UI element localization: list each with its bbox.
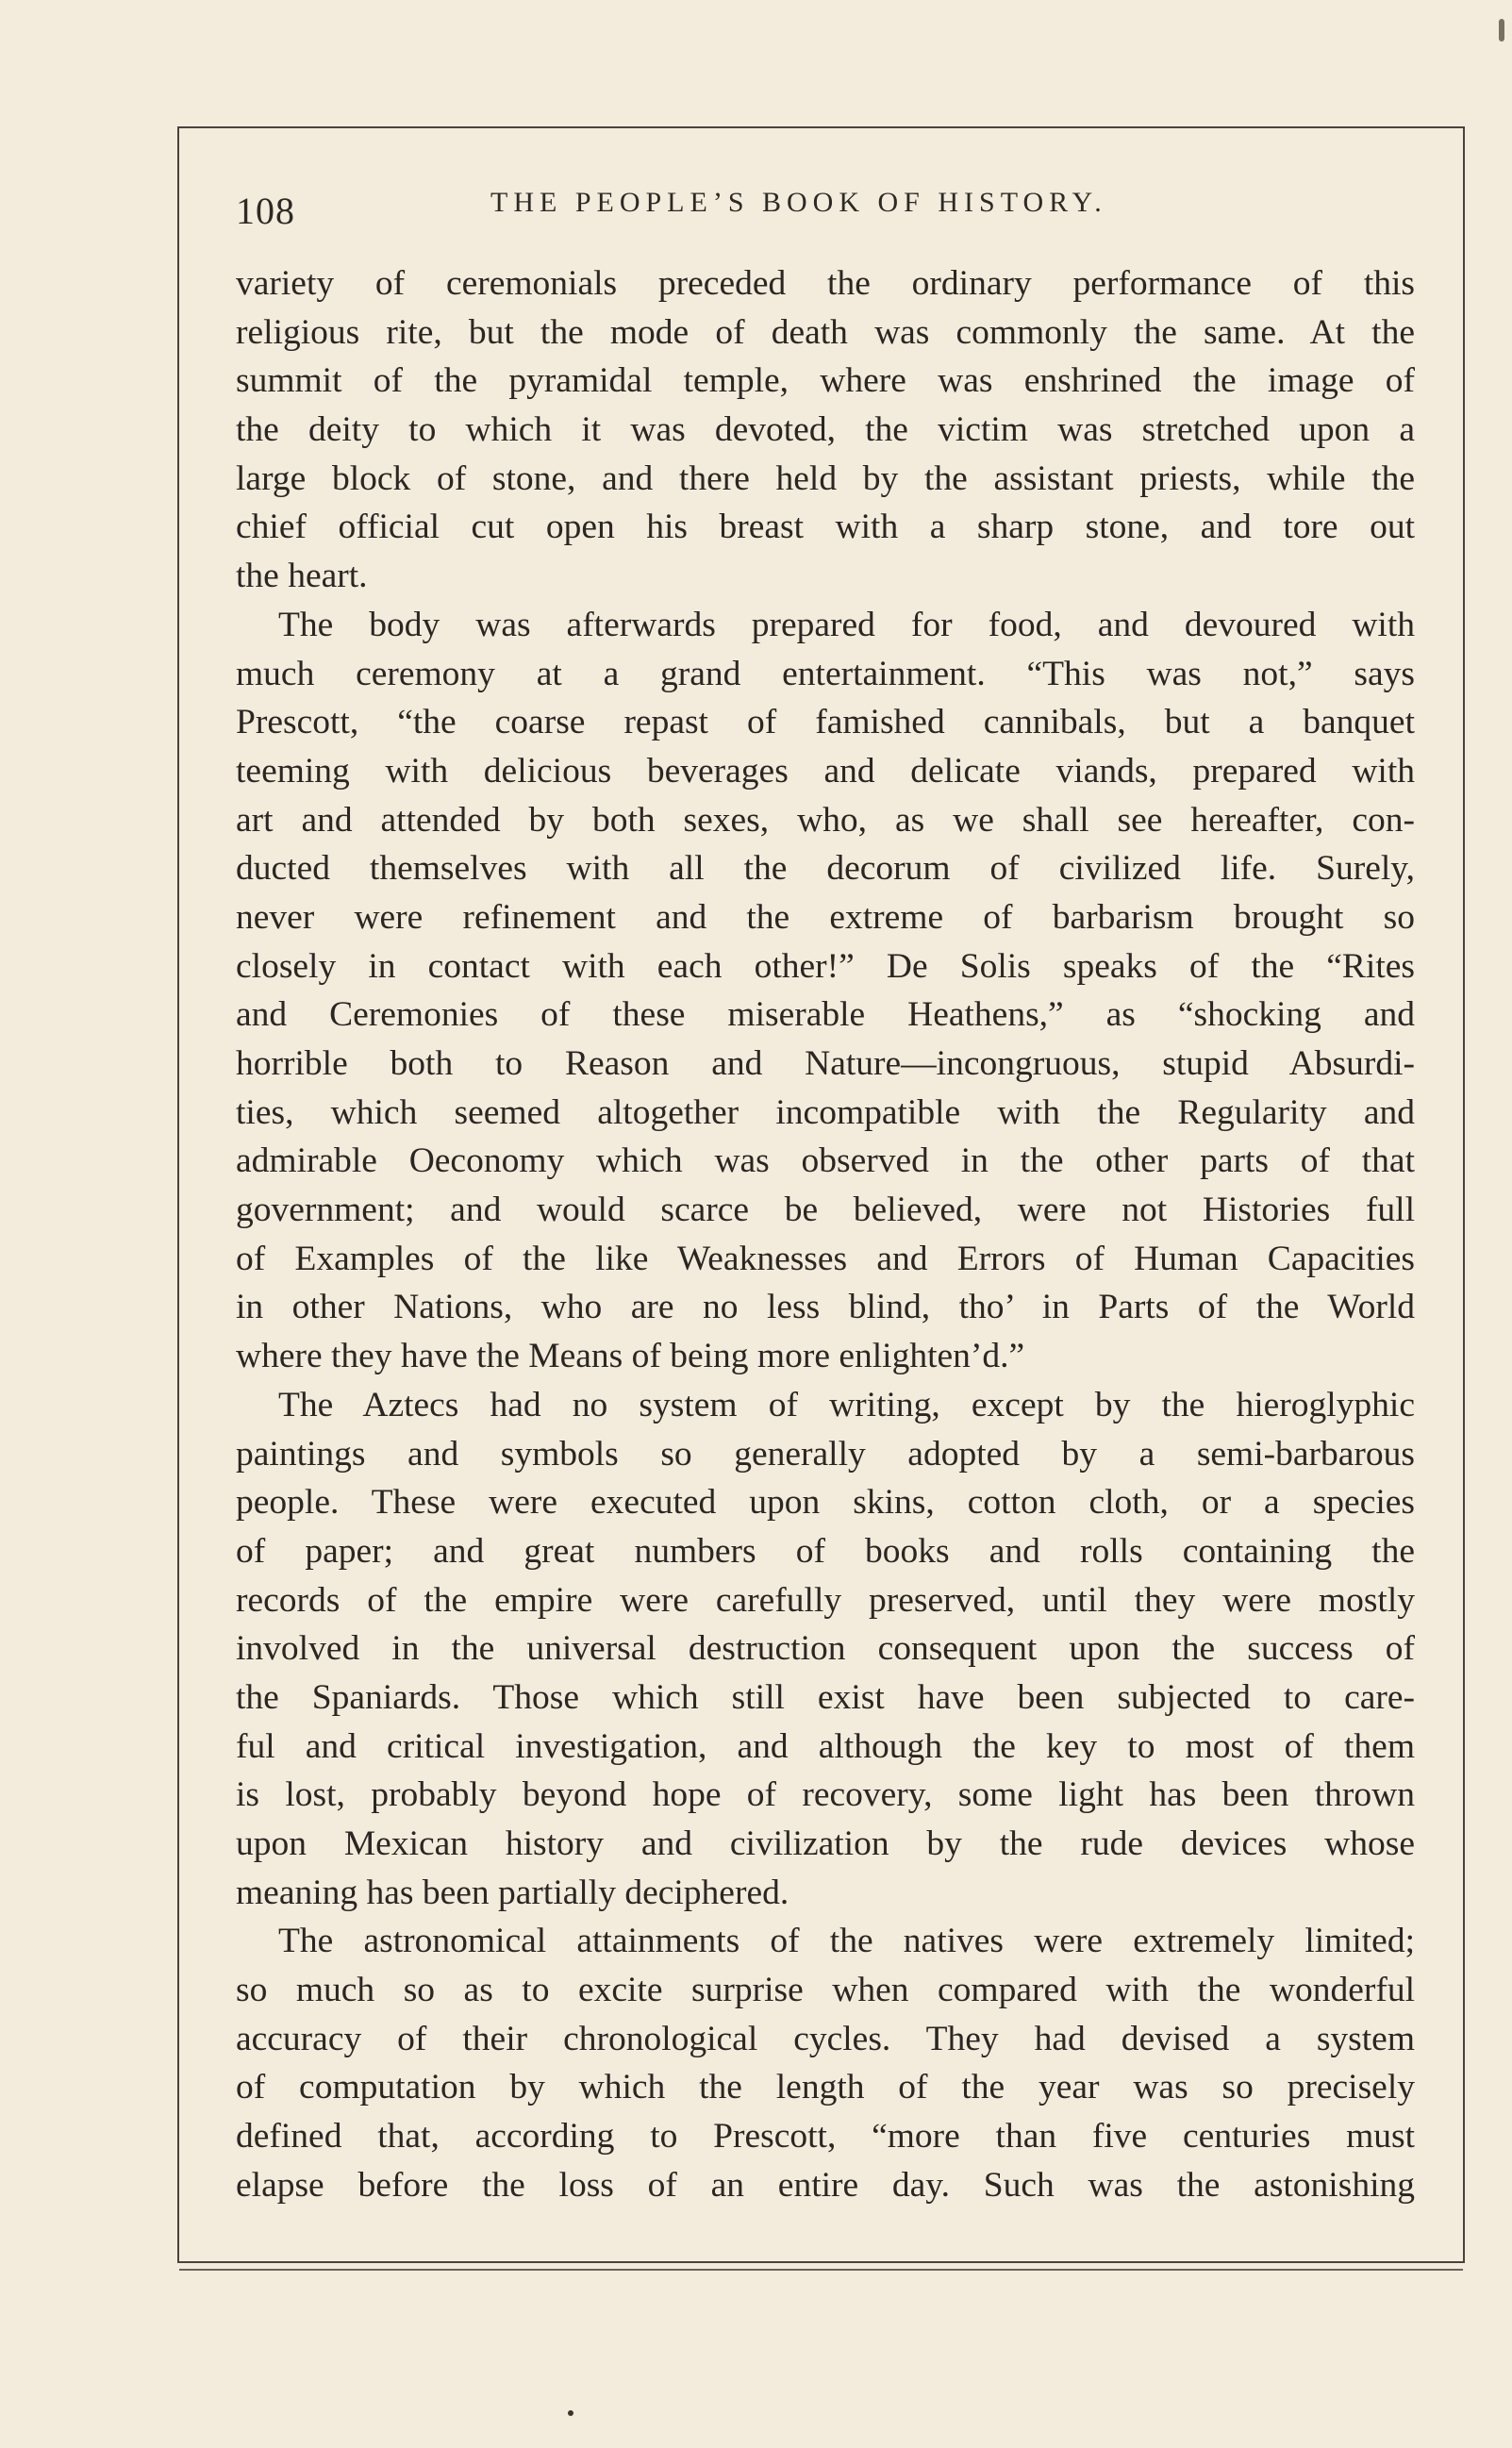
text-line: paintings and symbols so generally adopted by a semi-barbarous	[236, 1434, 1415, 1474]
text-line: never were refinement and the extreme of barbarism brought so	[236, 897, 1415, 937]
running-title: THE PEOPLE’S BOOK OF HISTORY.	[490, 187, 1107, 218]
text-line: involved in the universal destruction consequent upon the success of	[236, 1629, 1415, 1669]
text-line: accuracy of their chronological cycles. They had devised a system	[236, 2019, 1415, 2058]
text-line: people. These were executed upon skins, cotton cloth, or a species	[236, 1483, 1415, 1523]
text-line: government; and would scarce be believed, were not Histories full	[236, 1191, 1415, 1230]
text-line: art and attended by both sexes, who, as we shall see hereafter, con-	[236, 800, 1415, 840]
text-line: of Examples of the like Weaknesses and Errors of Human Capacities	[236, 1239, 1415, 1278]
ink-speck	[568, 2410, 573, 2416]
text-line: large block of stone, and there held by the assistant priests, while the	[236, 458, 1415, 498]
paragraph-start-line: The Aztecs had no system of writing, except by the hieroglyphic	[278, 1385, 1415, 1424]
text-line: Prescott, “the coarse repast of famished cannibals, but a banquet	[236, 703, 1415, 742]
text-line: much ceremony at a grand entertainment. “This was not,” says	[236, 654, 1415, 693]
text-line: religious rite, but the mode of death was commonly the same. At the	[236, 312, 1415, 352]
text-line: the heart.	[236, 557, 368, 596]
text-line: ful and critical investigation, and although the key to most of them	[236, 1726, 1415, 1766]
text-line: horrible both to Reason and Nature—incongruous, stupid Absurdi-	[236, 1044, 1415, 1083]
text-line: is lost, probably beyond hope of recovery, some light has been thrown	[236, 1775, 1415, 1815]
text-line: upon Mexican history and civilization by the rude devices whose	[236, 1824, 1415, 1863]
page-number: 108	[236, 190, 295, 232]
text-line: closely in contact with each other!” De Solis speaks of the “Rites	[236, 946, 1415, 986]
text-line: ties, which seemed altogether incompatible with the Regularity and	[236, 1092, 1415, 1132]
running-head	[236, 179, 1415, 236]
text-line: the Spaniards. Those which still exist have been subjected to care-	[236, 1677, 1415, 1717]
text-line: defined that, according to Prescott, “more than five centuries must	[236, 2117, 1415, 2157]
text-line: in other Nations, who are no less blind, tho’ in Parts of the World	[236, 1288, 1415, 1327]
text-line: of paper; and great numbers of books and rolls containing the	[236, 1531, 1415, 1571]
text-line: summit of the pyramidal temple, where was enshrined the image of	[236, 361, 1415, 401]
text-line: elapse before the loss of an entire day. Such was the astonishing	[236, 2165, 1415, 2205]
text-line: meaning has been partially deciphered.	[236, 1873, 789, 1912]
paragraph-start-line: The body was afterwards prepared for food, and devoured with	[278, 605, 1415, 644]
text-line: chief official cut open his breast with a sharp stone, and tore out	[236, 508, 1415, 547]
paragraph-start-line: The astronomical attainments of the natives were extremely limited;	[278, 1922, 1415, 1961]
text-line: records of the empire were carefully preserved, until they were mostly	[236, 1580, 1415, 1620]
text-line: the deity to which it was devoted, the victim was stretched upon a	[236, 410, 1415, 450]
body-text	[236, 259, 1415, 2210]
text-line: and Ceremonies of these miserable Heathens,” as “shocking and	[236, 995, 1415, 1035]
text-line: ducted themselves with all the decorum of civilized life. Surely,	[236, 849, 1415, 889]
text-line: admirable Oeconomy which was observed in the other parts of that	[236, 1141, 1415, 1181]
text-line: so much so as to excite surprise when compared with the wonderful	[236, 1971, 1415, 2010]
text-line: where they have the Means of being more enlighten’d.”	[236, 1337, 1025, 1376]
page-edge-mark	[1499, 19, 1504, 42]
text-line: teeming with delicious beverages and delicate viands, prepared with	[236, 751, 1415, 791]
text-line: of computation by which the length of the year was so precisely	[236, 2068, 1415, 2107]
text-line: variety of ceremonials preceded the ordinary performance of this	[236, 264, 1415, 303]
